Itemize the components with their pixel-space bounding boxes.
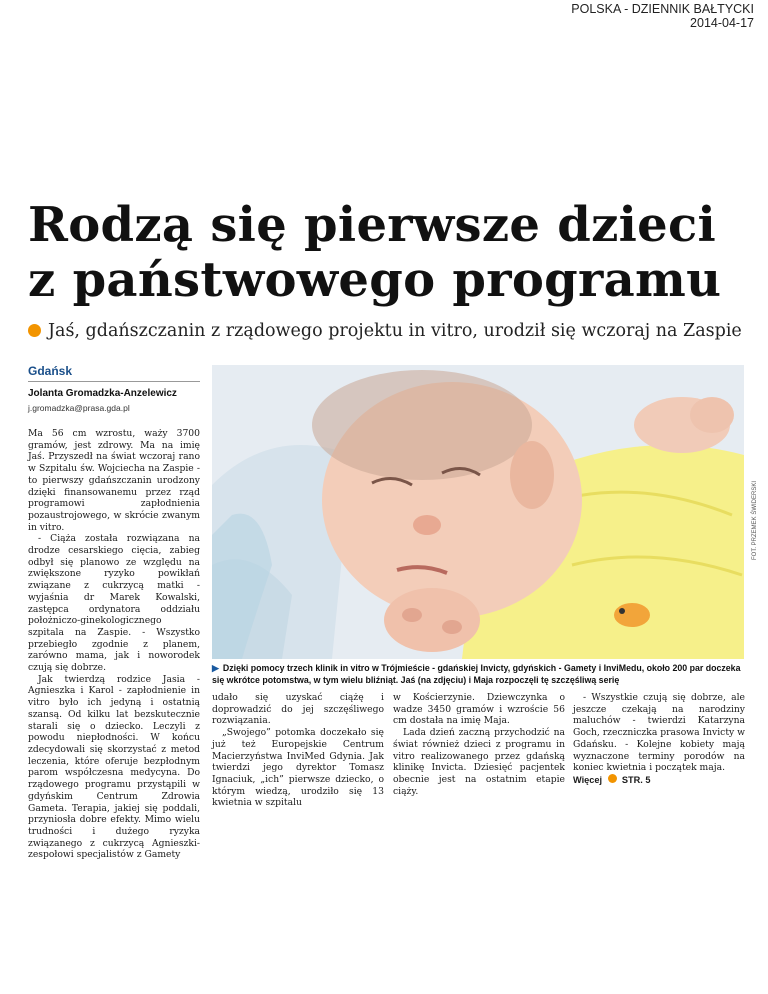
continued-reference	[573, 774, 745, 787]
paragraph: Ma 56 cm wzrostu, waży 3700 gramów, jest zdrowy. Ma na imię Jaś. Przyszedł na świat wczoraj rano w Szpitalu św. Wojciecha na Zaspie - to pierwszy gdańszczanin urodzony dzięki finansowanemu przez rząd programowi zapłodnienia pozaustrojowego, w skrócie zwanym in vitro.	[28, 428, 200, 533]
headline-line-2: z państwowego programu	[28, 252, 722, 308]
publication-date: 2014-04-17	[690, 16, 754, 30]
author-name: Jolanta Gromadzka-Anzelewicz	[28, 388, 177, 399]
subhead-text: Jaś, gdańszczanin z rządowego projektu in vitro, urodził się wczoraj na Zaspie	[48, 321, 742, 341]
caption-text: Dzięki pomocy trzech klinik in vitro w Trójmieście - gdańskiej Invicty, gdyńskich - Gamety i InviMedu, około 200 par doczeka się wkrótce potomstwa, w tym wielu bliźniąt. Jaś (na zdjęciu) i Maja rozpoczęli tę szczęśliwą serię	[212, 663, 741, 685]
photo-caption	[212, 663, 752, 686]
location-label: Gdańsk	[28, 364, 73, 378]
divider	[28, 381, 200, 382]
paragraph: Lada dzień zaczną przychodzić na świat również dzieci z programu in vitro realizowanego przez gdańską klinikę Invicta. Dziesięć pacjentek obecnie jest na ostatnim etapie ciąży.	[393, 727, 565, 797]
article-column-2	[212, 692, 384, 809]
newborn-photo-illustration	[212, 365, 744, 659]
article-column-4	[573, 692, 745, 787]
paragraph: „Swojego” potomka doczekało się już też Europejskie Centrum Macierzyństwa InviMed Gdynia. Jak twierdzi jego dyrektor Tomasz Ignaciuk, „ich” pierwsze dziecko, o którym wiedzą, urodziło się 13 kwietnia w szpitalu	[212, 727, 384, 809]
article-column-3	[393, 692, 565, 797]
bullet-dot-icon	[28, 324, 41, 337]
headline	[28, 198, 758, 308]
article-photo	[212, 365, 744, 659]
publication-name: POLSKA - DZIENNIK BAŁTYCKI	[571, 2, 754, 16]
author-email: j.gromadzka@prasa.gda.pl	[28, 403, 130, 413]
triangle-marker-icon: ▶	[212, 663, 219, 673]
article-column-1	[28, 428, 200, 861]
paragraph: - Wszystkie czują się dobrze, ale jeszcze czekają na narodziny maluchów - twierdzi Katarzyna Goch, rzeczniczka prasowa Invicty w Gdańsku. - Kolejne kobiety mają wyznaczone terminy porodów na koniec kwietnia i początek maja.	[573, 692, 745, 774]
paragraph: Jak twierdzą rodzice Jasia - Agnieszka i Karol - zapłodnienie in vitro było ich jedyną i ostatnią szansą. Od kilku lat bezskutecznie starali się o dziecko. Leczyli z powodu niepłodności. W końcu zdecydowali się skorzystać z metod leczenia, które oferuje bezpłodnym parom współczesna medycyna. Do rządowego programu przystąpili w gdyńskim Centrum Zdrowia Gameta. Terapia, jakiej się poddali, przyniosła dobre efekty. Mimo wielu trudności i dużego ryzyka związanego z cukrzycą Agnieszki- zespołowi specjalistów z Gamety	[28, 673, 200, 861]
more-label: Więcej	[573, 774, 603, 785]
publication-meta	[571, 2, 754, 30]
subheadline	[28, 320, 763, 342]
more-page: STR. 5	[621, 774, 651, 785]
headline-line-1: Rodzą się pierwsze dzieci	[28, 197, 717, 253]
paragraph: udało się uzyskać ciążę i doprowadzić do jej szczęśliwego rozwiązania.	[212, 692, 384, 727]
bullet-dot-icon	[608, 774, 617, 783]
paragraph: w Kościerzynie. Dziewczynka o wadze 3450 gramów i wzroście 56 cm dostała na imię Maja.	[393, 692, 565, 727]
photo-credit: FOT. PRZEMEK ŚWIDERSKI	[752, 480, 758, 560]
paragraph: - Ciąża została rozwiązana na drodze cesarskiego cięcia, zabieg odbył się planowo ze względu na zwiększone ryzyko powikłań związane z cukrzycą matki - wyjaśnia dr Marek Kowalski, zastępca ordynatora oddziału położniczo-ginekologicznego szpitala na Zaspie. - Wszystko przebiegło zgodnie z planem, zarówno mama, jak i noworodek czują się dobrze.	[28, 533, 200, 674]
